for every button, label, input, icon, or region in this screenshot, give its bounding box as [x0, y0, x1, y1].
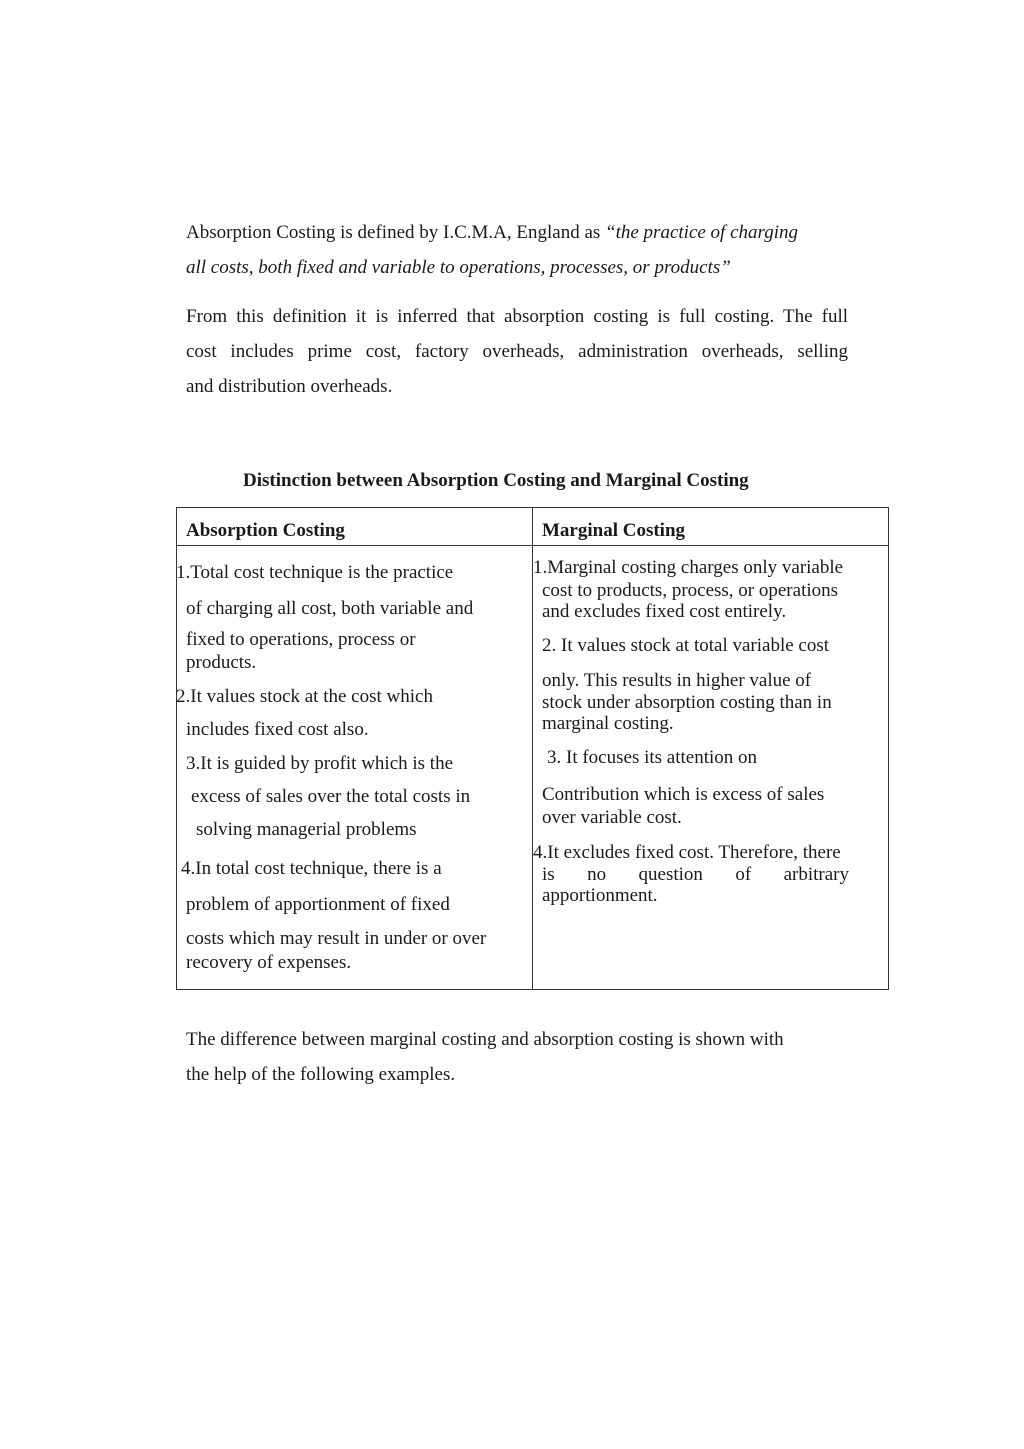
absorption-line: includes fixed cost also.	[186, 719, 369, 740]
absorption-line: solving managerial problems	[196, 819, 417, 840]
closing-line: The difference between marginal costing and absorption costing is shown with	[186, 1029, 784, 1050]
absorption-line: costs which may result in under or over	[186, 928, 487, 949]
definition-line-1	[186, 215, 848, 250]
marginal-point-1: 1.Marginal costing charges only variable	[533, 557, 844, 578]
absorption-costing-header: Absorption Costing	[186, 520, 345, 541]
marginal-line: cost to products, process, or operations	[542, 580, 839, 601]
absorption-point-2: 2.It values stock at the cost which	[176, 686, 433, 707]
marginal-line: over variable cost.	[542, 807, 682, 828]
inference-line: From this definition it is inferred that absorption costing is full costing. The full	[186, 306, 848, 327]
absorption-line: recovery of expenses.	[186, 952, 352, 973]
absorption-point-3: 3.It is guided by profit which is the	[186, 753, 454, 774]
definition-prefix: Absorption Costing is defined by I.C.M.A, England as	[186, 222, 606, 243]
table-title: Distinction between Absorption Costing and Marginal Costing	[243, 470, 749, 491]
absorption-point-1: 1.Total cost technique is the practice	[176, 562, 454, 583]
absorption-line: of charging all cost, both variable and	[186, 598, 474, 619]
absorption-point-4: 4.In total cost technique, there is a	[181, 858, 442, 879]
marginal-line: stock under absorption costing than in	[542, 692, 832, 713]
inference-paragraph	[186, 299, 848, 404]
absorption-line: problem of apportionment of fixed	[186, 894, 450, 915]
definition-paragraph	[186, 215, 848, 285]
inference-line: cost includes prime cost, factory overheads, administration overheads, selling	[186, 341, 848, 362]
definition-quote-end: all costs, both fixed and variable to operations, processes, or products”	[186, 257, 731, 278]
absorption-line: fixed to operations, process or	[186, 629, 416, 650]
marginal-point-3: 3. It focuses its attention on	[547, 747, 758, 768]
closing-paragraph	[186, 1022, 848, 1092]
marginal-costing-header: Marginal Costing	[542, 520, 686, 541]
marginal-point-2: 2. It values stock at total variable cost	[542, 635, 830, 656]
closing-line: the help of the following examples.	[186, 1064, 456, 1085]
marginal-line: Contribution which is excess of sales	[542, 784, 825, 805]
definition-quote-start: “the practice of charging	[605, 222, 798, 243]
absorption-line: products.	[186, 652, 257, 673]
marginal-line: and excludes fixed cost entirely.	[542, 601, 787, 622]
inference-line: and distribution overheads.	[186, 376, 393, 397]
marginal-line: marginal costing.	[542, 713, 674, 734]
comparison-table	[176, 507, 889, 990]
marginal-line: apportionment.	[542, 885, 658, 906]
header-divider	[177, 545, 888, 546]
column-divider	[532, 508, 533, 989]
marginal-line-justified: is no question of arbitrary	[542, 864, 849, 885]
absorption-line: excess of sales over the total costs in	[191, 786, 471, 807]
marginal-point-4: 4.It excludes fixed cost. Therefore, there	[533, 842, 841, 863]
marginal-line: only. This results in higher value of	[542, 670, 812, 691]
